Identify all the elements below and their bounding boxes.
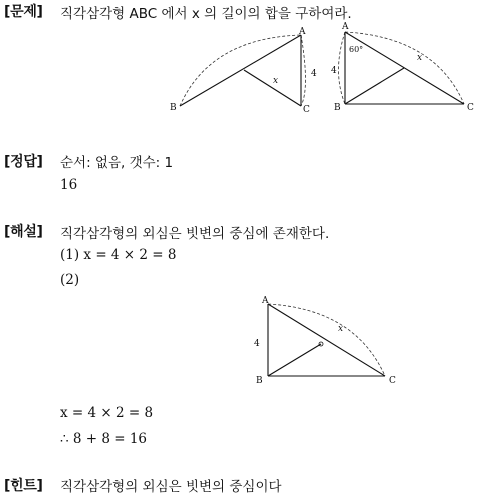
solution-line-2: (1) x = 4 × 2 = 8	[60, 247, 177, 263]
vertex-B: B	[170, 103, 177, 113]
vertex-A: A	[342, 22, 349, 32]
vertex-B: B	[334, 103, 341, 113]
hint-label: [힌트]	[4, 478, 43, 494]
solution-line-5: ∴ 8 + 8 = 16	[60, 431, 148, 447]
vertex-C: C	[467, 103, 474, 113]
vertex-B: B	[256, 376, 263, 386]
vertex-C: C	[303, 105, 310, 115]
problem-figure-2	[330, 22, 477, 117]
hypotenuse	[180, 35, 301, 106]
solution-label: [해설]	[4, 224, 43, 240]
hint-text: 직각삼각형의 외심은 빗변의 중심이다	[60, 479, 282, 495]
vertex-C: C	[389, 376, 396, 386]
arc	[339, 32, 346, 104]
label-x: x	[417, 53, 423, 63]
median	[268, 344, 321, 376]
label-len: 4	[331, 66, 337, 76]
label-angle: 60°	[349, 45, 364, 54]
solution-line-1: 직각삼각형의 외심은 빗변의 중심에 존재한다.	[60, 226, 330, 242]
solution-figure	[250, 294, 400, 389]
answer-line-2: 16	[60, 177, 78, 193]
solution-line-3: (2)	[60, 272, 80, 288]
vertex-A: A	[262, 296, 269, 306]
median	[345, 68, 404, 104]
answer-label: [정답]	[4, 154, 43, 170]
problem-text: 직각삼각형 ABC 에서 x 의 길이의 합을 구하여라.	[60, 6, 352, 22]
vertex-A: A	[299, 27, 306, 37]
label-len: 4	[311, 69, 317, 79]
arc	[301, 35, 306, 106]
label-len: 4	[254, 339, 260, 349]
solution-line-4: x = 4 × 2 = 8	[60, 405, 154, 421]
problem-figure-1	[170, 28, 320, 118]
label-x: x	[338, 324, 344, 334]
problem-label: [문제]	[4, 4, 43, 20]
label-x: x	[273, 76, 279, 86]
answer-line-1: 순서: 없음, 갯수: 1	[60, 155, 174, 171]
